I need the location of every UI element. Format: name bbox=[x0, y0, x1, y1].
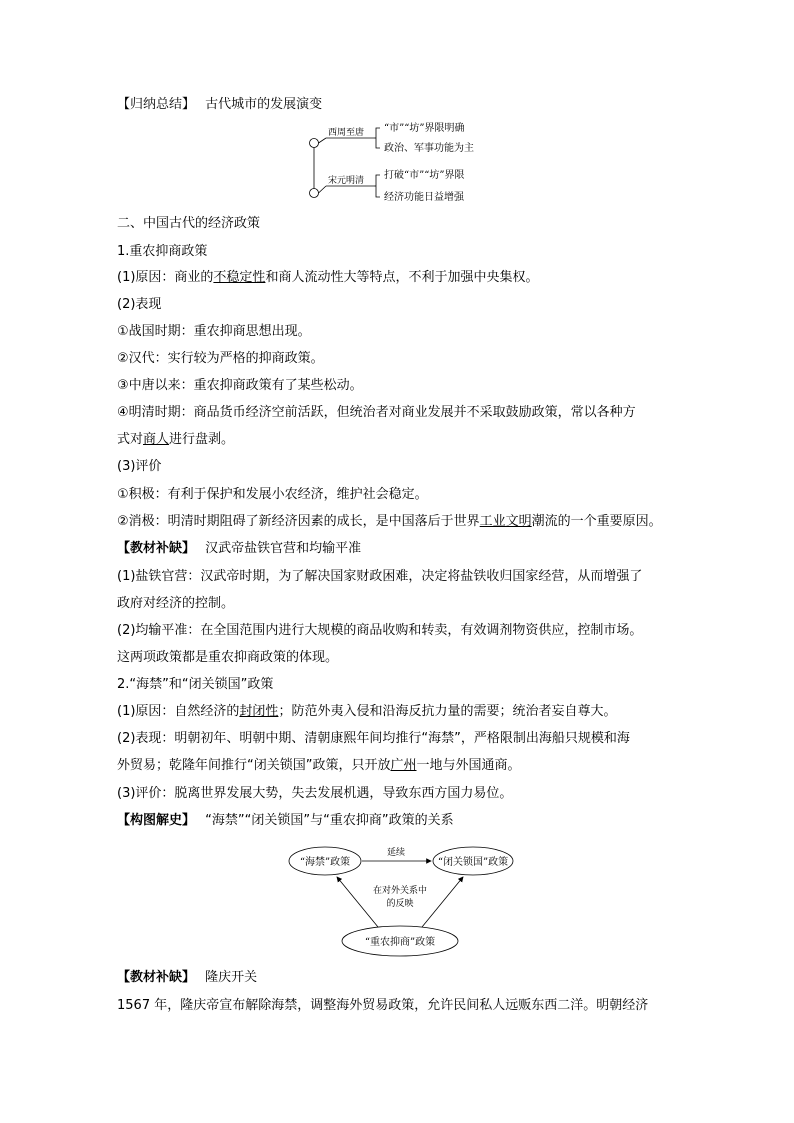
manifest-paragraph-cont bbox=[117, 757, 521, 775]
summary-label: 【归纳总结】 bbox=[117, 97, 196, 112]
supplement-paragraph: 1567 年，隆庆帝宣布解除海禁，调整海外贸易政策，允许民间私人远贩东西二洋。明朝经济 bbox=[117, 998, 649, 1013]
supplement-paragraph: 这两项政策都是重农抑商政策的体现。 bbox=[117, 650, 339, 665]
supplement-paragraph: (1)盐铁官营：汉武帝时期，为了解决国家财政困难，决定将盐铁收归国家经营，从而增强了 bbox=[117, 569, 643, 584]
eval-item bbox=[117, 513, 662, 531]
stage1-label: 西周至唐 bbox=[328, 128, 365, 138]
text-span: (1)原因：商业的 bbox=[117, 270, 214, 285]
manifest-item: ③中唐以来：重农抑商政策有了某些松动。 bbox=[117, 378, 363, 393]
underlined-term: 工业文明 bbox=[479, 514, 532, 529]
manifest-paragraph: (2)表现：明朝初年、明朝中期、清朝康熙年间均推行“海禁”，严格限制出海船只规模和海 bbox=[117, 731, 630, 746]
policy-relation-diagram bbox=[285, 840, 515, 960]
supplement-title: 汉武帝盐铁官营和均输平准 bbox=[205, 541, 362, 556]
left-policy-label: “海禁”政策 bbox=[299, 857, 351, 868]
manifest-item: ②汉代：实行较为严格的抑商政策。 bbox=[117, 351, 324, 366]
underlined-term: 封闭性 bbox=[239, 704, 279, 719]
construct-heading bbox=[117, 812, 454, 830]
text-span: 进行盘剥。 bbox=[169, 432, 235, 447]
right-policy-label: “闭关锁国”政策 bbox=[437, 857, 509, 868]
text-span: (1)原因：自然经济的 bbox=[117, 704, 240, 719]
underlined-term: 不稳定性 bbox=[213, 270, 266, 285]
text-span: 潮流的一个重要原因。 bbox=[531, 514, 662, 529]
construct-label: 【构图解史】 bbox=[117, 813, 196, 828]
center-label: 在对外关系中 bbox=[372, 886, 428, 896]
stage2-item: 打破“市”“坊”界限 bbox=[384, 170, 465, 181]
manifest-item: ①战国时期：重农抑商思想出现。 bbox=[117, 324, 311, 339]
stage1-item: “市”“坊”界限明确 bbox=[384, 123, 465, 134]
summary-title: 古代城市的发展演变 bbox=[205, 97, 323, 112]
supplement-paragraph: (2)均输平准：在全国范围内进行大规模的商品收购和转卖，有效调剂物资供应，控制市场。 bbox=[117, 623, 643, 638]
eval-heading: (3)评价 bbox=[117, 459, 162, 474]
text-span: 和商人流动性大等特点，不利于加强中央集权。 bbox=[265, 270, 539, 285]
section-heading: 二、中国古代的经济政策 bbox=[117, 216, 261, 231]
text-span: ；防范外夷入侵和沿海反抗力量的需要；统治者妄自尊大。 bbox=[278, 704, 617, 719]
arrow-label: 延续 bbox=[386, 848, 406, 858]
manifest-item: ④明清时期：商品货币经济空前活跃，但统治者对商业发展并不采取鼓励政策，常以各种方 bbox=[117, 405, 636, 420]
cause-paragraph bbox=[117, 703, 616, 721]
stage2-label: 宋元明清 bbox=[328, 176, 365, 186]
summary-heading bbox=[117, 96, 322, 114]
eval-item: ①积极：有利于保护和发展小农经济，维护社会稳定。 bbox=[117, 487, 428, 502]
supplement-heading bbox=[117, 540, 361, 558]
text-span: 式对 bbox=[117, 432, 144, 447]
manifest-heading: (2)表现 bbox=[117, 297, 162, 312]
underlined-term: 广州 bbox=[390, 758, 417, 773]
underlined-term: 商人 bbox=[143, 432, 170, 447]
supplement-title: 隆庆开关 bbox=[205, 970, 258, 985]
city-development-diagram bbox=[300, 118, 500, 210]
supplement-label: 【教材补缺】 bbox=[117, 970, 196, 985]
bottom-policy-label: “重农抑商”政策 bbox=[364, 937, 436, 948]
supplement-label: 【教材补缺】 bbox=[117, 541, 196, 556]
supplement-heading bbox=[117, 969, 257, 987]
stage2-item: 经济功能日益增强 bbox=[384, 192, 464, 203]
supplement-paragraph: 政府对经济的控制。 bbox=[117, 596, 235, 611]
manifest-item-cont bbox=[117, 431, 234, 449]
text-span: ②消极：明清时期阻碍了新经济因素的成长，是中国落后于世界 bbox=[117, 514, 480, 529]
subsection-1: 1.重农抑商政策 bbox=[117, 244, 208, 259]
eval-paragraph: (3)评价：脱离世界发展大势，失去发展机遇，导致东西方国力易位。 bbox=[117, 786, 513, 801]
center-label: 的反映 bbox=[386, 899, 414, 909]
cause-paragraph bbox=[117, 269, 538, 287]
construct-title: “海禁”“闭关锁国”与“重农抑商”政策的关系 bbox=[205, 813, 454, 828]
stage1-item: 政治、军事功能为主 bbox=[384, 143, 474, 154]
subsection-2: 2.“海禁”和“闭关锁国”政策 bbox=[117, 677, 274, 692]
text-span: 外贸易；乾隆年间推行“闭关锁国”政策，只开放 bbox=[117, 758, 391, 773]
text-span: 一地与外国通商。 bbox=[416, 758, 521, 773]
